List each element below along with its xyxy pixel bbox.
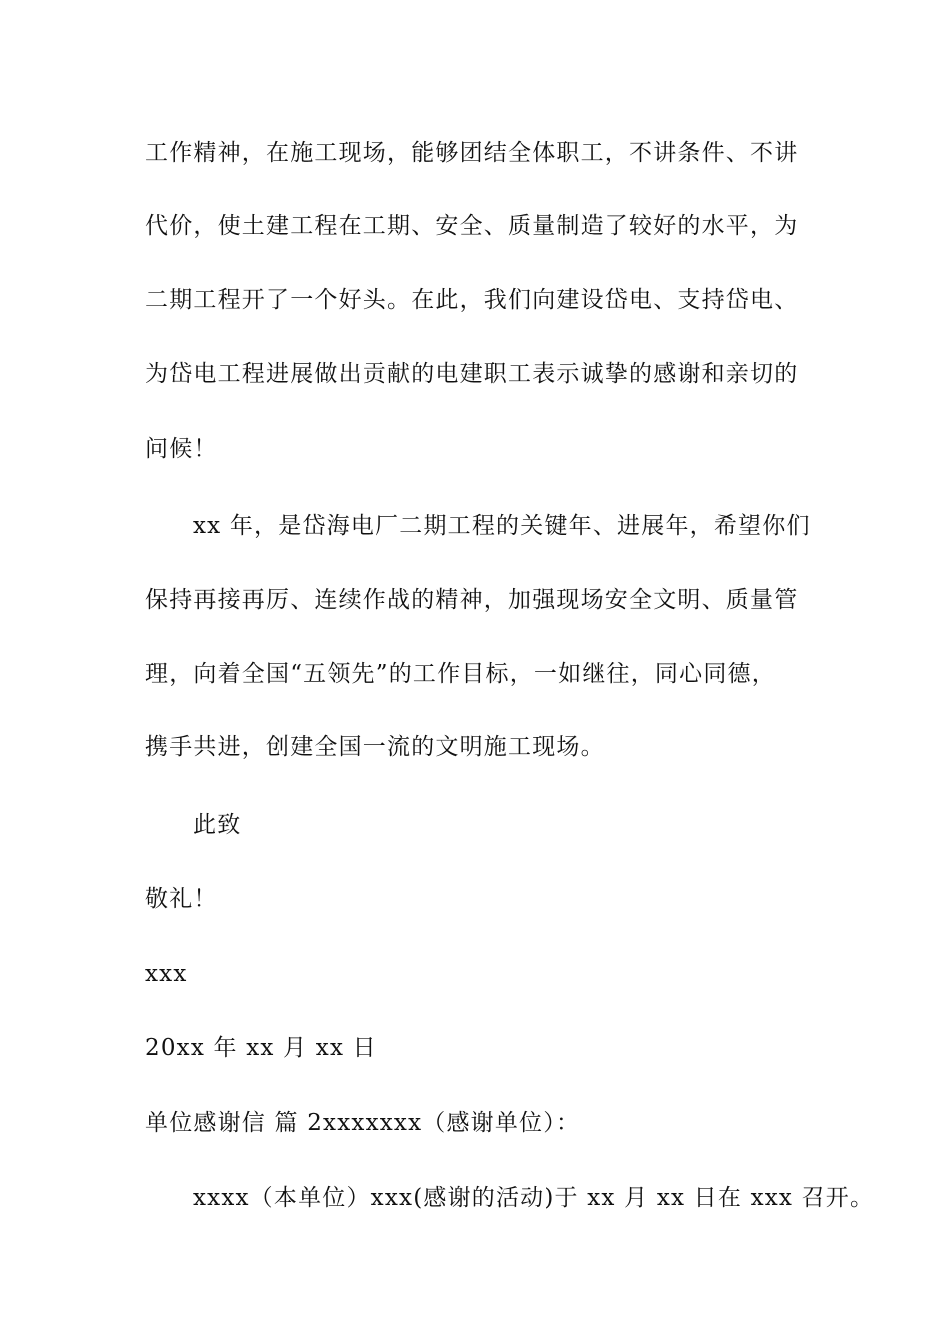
signature-name: xxx <box>145 961 188 987</box>
signature-date: 20xx 年 xx 月 xx 日 <box>145 1035 377 1061</box>
closing-regards: 敬礼！ <box>145 886 218 912</box>
paragraph-line: 为岱电工程进展做出贡献的电建职工表示诚挚的感谢和亲切的 <box>145 361 799 387</box>
paragraph-line: 保持再接再厉、连续作战的精神，加强现场安全文明、质量管 <box>145 587 799 613</box>
section-heading: 单位感谢信 篇 2xxxxxxx（感谢单位）： <box>145 1110 581 1136</box>
paragraph-line: xx 年，是岱海电厂二期工程的关键年、进展年，希望你们 <box>193 513 811 539</box>
paragraph-line: 工作精神，在施工现场，能够团结全体职工，不讲条件、不讲 <box>145 140 799 166</box>
paragraph-line: 携手共进，创建全国一流的文明施工现场。 <box>145 734 605 760</box>
paragraph-line: 理，向着全国“五领先”的工作目标，一如继往，同心同德， <box>145 661 776 687</box>
closing-salutation: 此致 <box>193 812 242 838</box>
paragraph-line: 代价，使土建工程在工期、安全、质量制造了较好的水平，为 <box>145 213 799 239</box>
paragraph-line: 问候！ <box>145 436 218 462</box>
paragraph-line: 二期工程开了一个好头。在此，我们向建设岱电、支持岱电、 <box>145 287 799 313</box>
paragraph-line: xxxx（本单位）xxx(感谢的活动)于 xx 月 xx 日在 xxx 召开。 <box>193 1185 875 1211</box>
